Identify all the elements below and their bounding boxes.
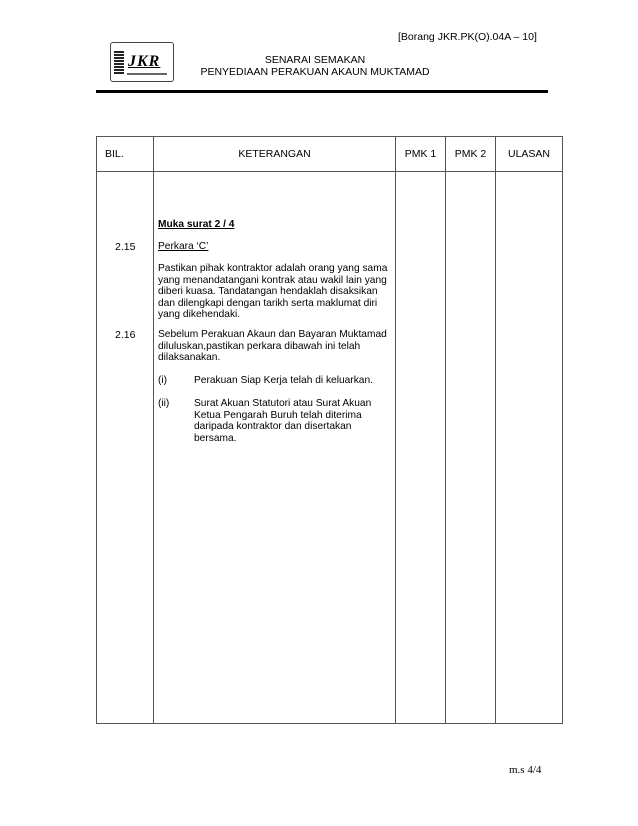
header-ulasan: ULASAN <box>496 137 563 172</box>
title-line-2: PENYEDIAAN PERAKUAN AKAUN MUKTAMAD <box>200 66 430 78</box>
header-rule <box>96 90 548 93</box>
item-number: 2.16 <box>115 329 136 341</box>
item-title: Perkara ‘C’ <box>158 241 209 252</box>
form-code: [Borang JKR.PK(O).04A – 10] <box>398 31 537 43</box>
item-number: 2.15 <box>115 241 136 253</box>
sub-item-number: (ii) <box>158 398 170 409</box>
bil-cell <box>97 172 154 724</box>
keterangan-cell <box>154 172 396 724</box>
sub-item-text: Perakuan Siap Kerja telah di keluarkan. <box>194 375 373 386</box>
document-title <box>150 54 480 78</box>
header-bil: BIL. <box>97 137 154 172</box>
pmk2-cell[interactable] <box>446 172 496 724</box>
checklist-table <box>96 136 563 724</box>
page-number: m.s 4/4 <box>509 764 542 776</box>
item-text: Sebelum Perakuan Akaun dan Bayaran Muktamad diluluskan,pastikan perkara dibawah ini telah dilaksanakan. <box>158 329 387 364</box>
header-pmk2: PMK 2 <box>446 137 496 172</box>
ulasan-cell[interactable] <box>496 172 563 724</box>
pmk1-cell[interactable] <box>396 172 446 724</box>
header-pmk1: PMK 1 <box>396 137 446 172</box>
logo-text: JKR <box>128 53 161 70</box>
title-line-1: SENARAI SEMAKAN <box>264 54 366 66</box>
logo-building-icon <box>114 51 124 74</box>
header-keterangan: KETERANGAN <box>154 137 396 172</box>
table-row <box>97 172 563 724</box>
item-text: Pastikan pihak kontraktor adalah orang yang sama yang menandatangani kontrak atau wakil lain yang diberi kuasa. Tandatangan hendaklah disaksikan dan dilengkapi dengan tarikh serta maklumat diri yang dikehendaki. <box>158 263 388 321</box>
sub-item-text: Surat Akuan Statutori atau Surat Akuan Ketua Pengarah Buruh telah diterima daripada kontraktor dan disertakan bersama. <box>194 398 372 444</box>
sub-item-number: (i) <box>158 375 168 386</box>
page-reference: Muka surat 2 / 4 <box>158 219 235 230</box>
table-header-row <box>97 137 563 172</box>
